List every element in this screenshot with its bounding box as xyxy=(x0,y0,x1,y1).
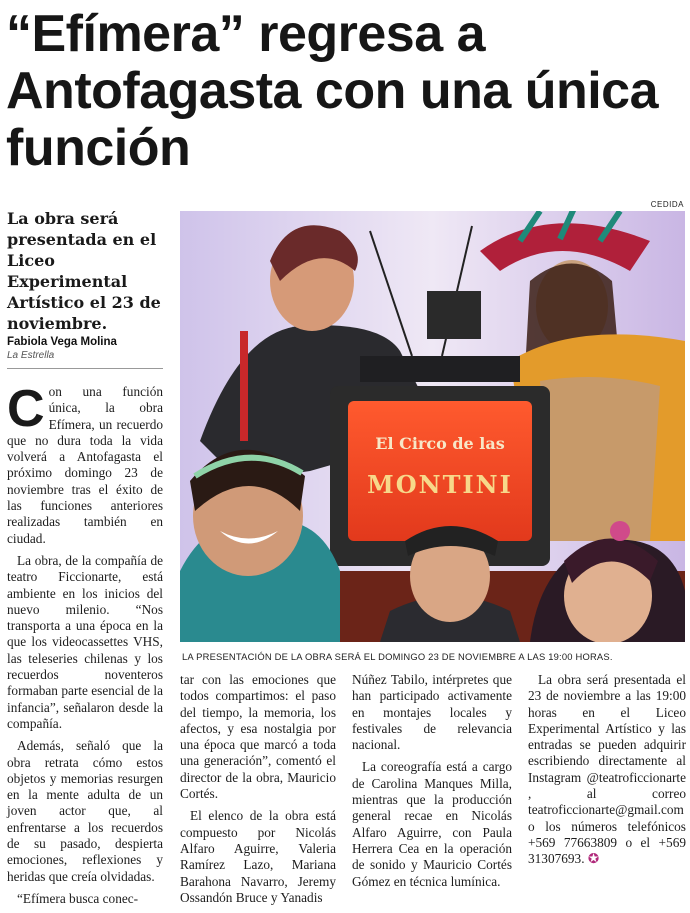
paragraph-1 xyxy=(7,380,163,547)
paragraph-5: El elenco de la obra está compuesto por Nicolás Alfaro Aguirre, Valeria Ramírez Lazo, Mariana Barahona Navarro, Jeremy Ossandón Bruce y Yanadis xyxy=(180,808,336,905)
photo-credit: CEDIDA xyxy=(650,200,684,209)
body-column-3 xyxy=(352,672,512,896)
byline-outlet: La Estrella xyxy=(7,350,55,361)
paragraph-6: La coreografía está a cargo de Carolina Manques Milla, mientras que la producción general recae en Nicolás Alfaro Aguirre, con Paula Herrera Cea en la operación de sonido y Mauricio Cortés Gómez en técnica lumínica. xyxy=(352,759,512,889)
paragraph-4-start: “Efímera busca conec- xyxy=(17,890,139,906)
lead-summary: La obra será presentada en el Liceo Experimental Artístico el 23 de noviembre. xyxy=(7,209,161,333)
end-mark-icon: ✪ xyxy=(587,851,599,867)
body-column-4 xyxy=(528,672,686,874)
byline-author: Fabiola Vega Molina xyxy=(7,336,117,348)
photo-caption: LA PRESENTACIÓN DE LA OBRA SERÁ EL DOMINGO 23 DE NOVIEMBRE A LAS 19:00 HORAS. xyxy=(182,651,613,662)
paragraph-7 xyxy=(528,672,686,868)
tv-text-top: El Circo de las xyxy=(375,434,505,453)
drop-cap: C xyxy=(7,380,45,438)
paragraph-4-cont: tar con las emociones que todos compartimos: el paso del tiempo, la memoria, los afectos, y esa nostalgia por una época que marcó a toda una generación”, comentó el director de la obra, Mauricio Cortés. xyxy=(180,672,336,802)
headline: “Efímera” regresa a Antofagasta con una única función xyxy=(6,5,659,177)
paragraph-7-text: La obra será presentada el 23 de noviembre a las 19:00 horas en el Liceo Experimental Artístico y las entradas se pueden adquirir escribiendo directamente al Instagram @teatroficcionarte , al correo teatroficcionarte@gmail.com o los números telefónicos +569 77663809 o el +569 31307693. xyxy=(528,672,686,867)
tv-text-bottom: MONTINI xyxy=(367,470,513,499)
body-column-1 xyxy=(7,380,163,913)
byline-divider xyxy=(7,368,163,369)
paragraph-1-text: on una función única, la obra Efímera, un recuerdo que no dura toda la vida volverá a Antofagasta el próximo domingo 23 de noviembre tras el éxito de las funciones anteriores realizadas también en ciudad. xyxy=(7,384,163,546)
paragraph-5-cont: Núñez Tabilo, intérpretes que han participado activamente en montajes locales y festivales de relevancia nacional. xyxy=(352,672,512,753)
cast-photo xyxy=(180,211,685,642)
body-column-2 xyxy=(180,672,336,912)
paragraph-2: La obra, de la compañía de teatro Ficcionarte, está ambiente en los inicios del nuevo milenio. “Nos transporta a una época en la que los videocassettes VHS, las teleseries chilenas y los recuerdos noventeros formaban parte esencial de la infancia”, señalaron desde la compañía. xyxy=(7,552,163,731)
paragraph-3: Además, señaló que la obra retrata cómo estos objetos y memorias resurgen en la mente adulta de un joven actor que, al enfrentarse a los recuerdos de su pasado, despierta emociones, reflexiones y heridas que creía olvidadas. xyxy=(7,738,163,884)
